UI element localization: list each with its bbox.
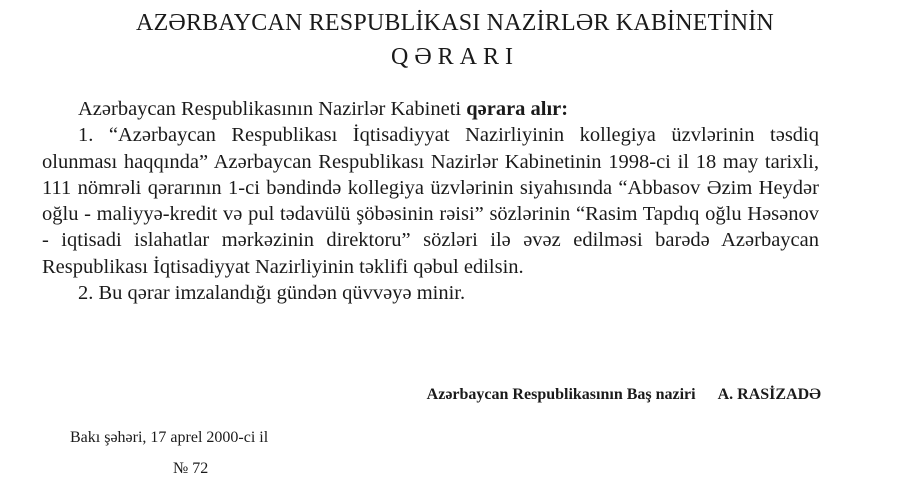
signature-title: Azərbaycan Respublikasının Baş naziri (426, 386, 696, 403)
intro-paragraph (42, 96, 819, 122)
signature-block (427, 386, 821, 404)
document-title-line2: QƏRARI (390, 44, 519, 70)
document-number: № 72 (173, 460, 209, 477)
item-1-paragraph: 1. “Azərbaycan Respublikası İqtisadiyyat Nazirliyinin kollegiya üzvlərinin təsdiq olunması haqqında” Azərbaycan Respublikası Nazirlər Kabinetinin 1998-ci il 18 may tarixli, 111 nömrəli qərarının 1-ci bəndində kollegiya üzvlərinin siyahısında “Abbasov Əzim Heydər oğlu - maliyyə-kredit və pul tədavülü şöbəsinin rəisi” sözlərinin “Rasim Tapdıq oğlu Həsənov - iqtisadi islahatlar mərkəzinin direktoru” sözləri ilə əvəz edilməsi barədə Azərbaycan Respublikası İqtisadiyyat Nazirliyinin təklifi qəbul edilsin. (42, 124, 819, 278)
document-title-line1: AZƏRBAYCAN RESPUBLİKASI NAZİRLƏR KABİNETİNİN (136, 10, 774, 36)
document-body (42, 96, 819, 306)
intro-text: Azərbaycan Respublikasının Nazirlər Kabineti (78, 98, 467, 120)
intro-bold-text: qərara alır: (466, 98, 569, 120)
item-2-paragraph: 2. Bu qərar imzalandığı gündən qüvvəyə minir. (78, 282, 466, 305)
signature-name: A. RASİZADƏ (717, 386, 821, 403)
place-date: Bakı şəhəri, 17 aprel 2000-ci il (70, 429, 269, 446)
